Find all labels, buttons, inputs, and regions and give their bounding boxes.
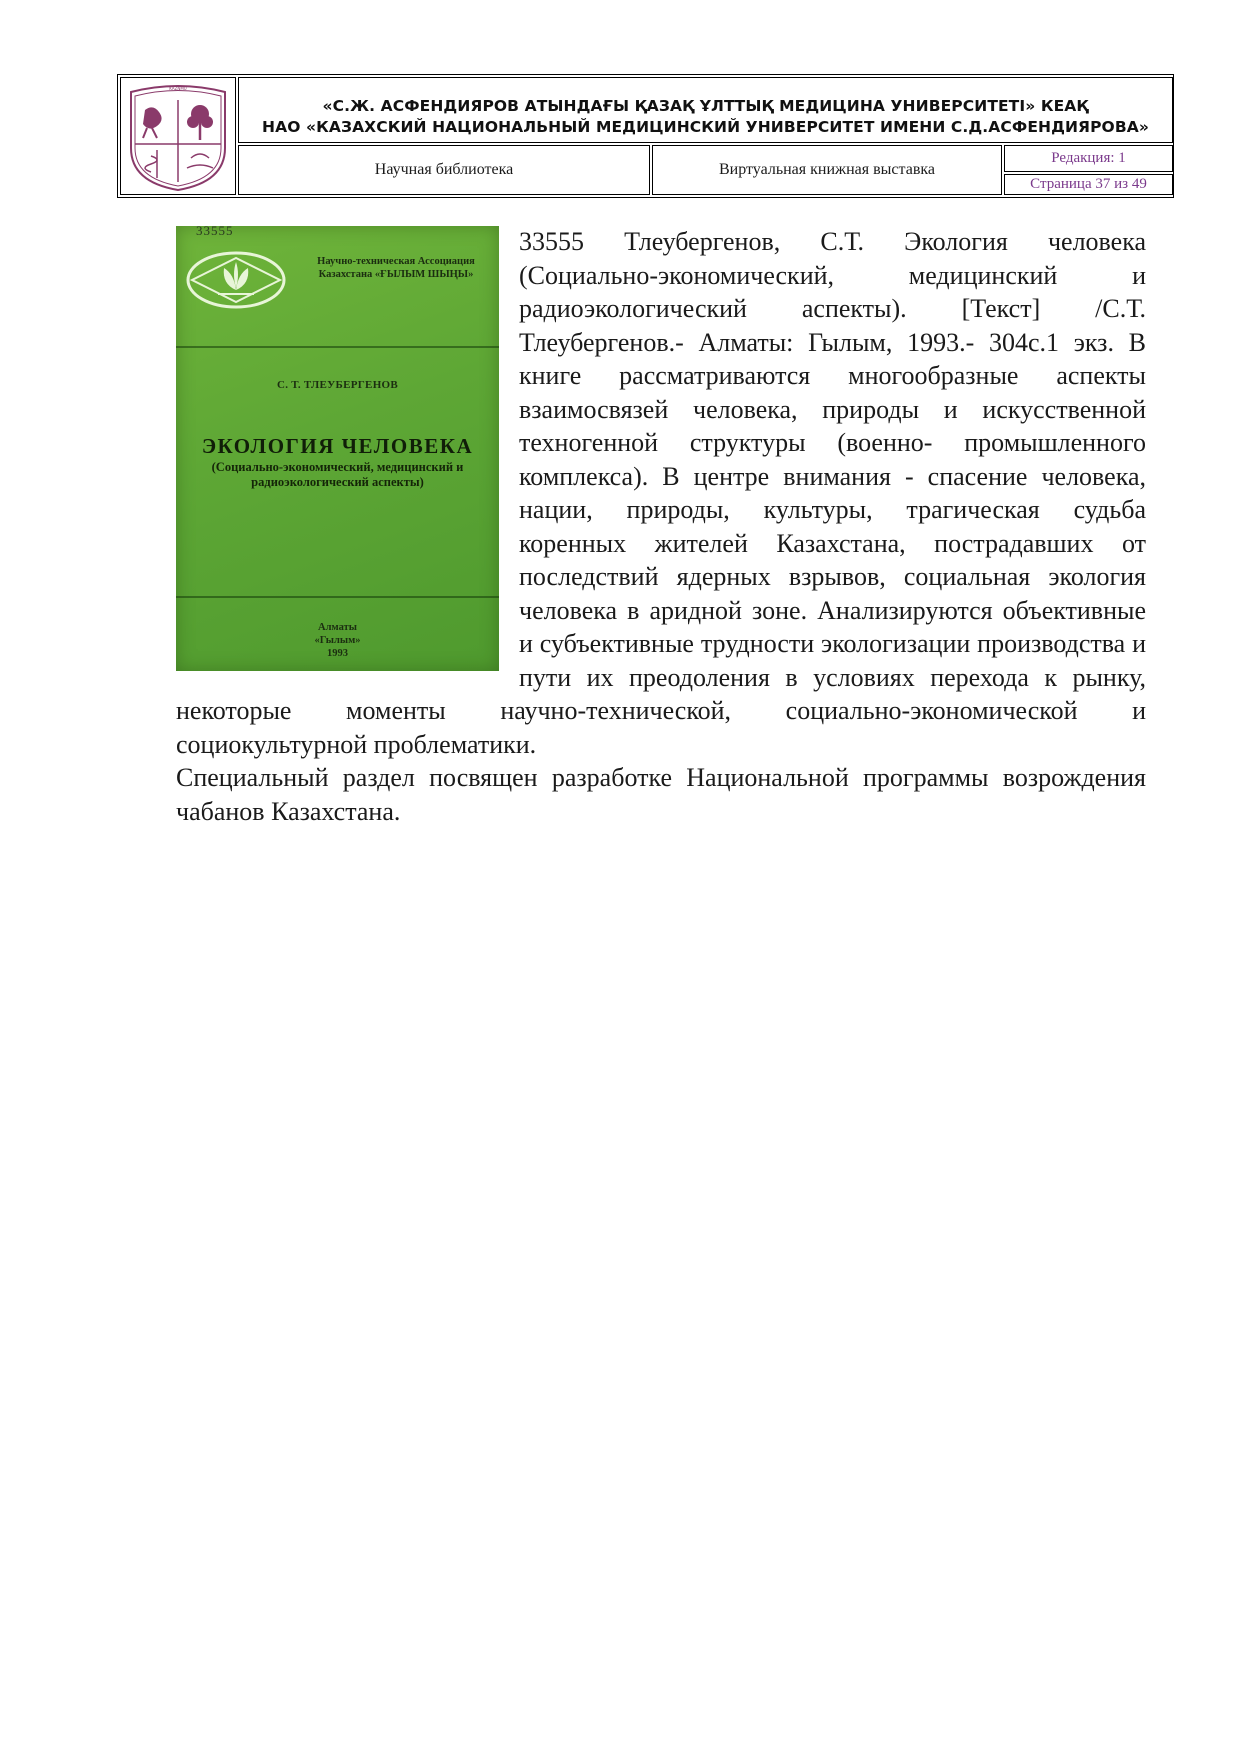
cover-inventory-number: 33555 [196, 226, 234, 238]
book-special-section: Специальный раздел посвящен разработке Национальной программы возрождения чабанов Казахстана. [176, 763, 1146, 826]
cover-association: Научно-техническая Ассоциация Казахстана «ҒЫЛЫМ ШЫҢЫ» [317, 256, 475, 280]
book-entry [176, 225, 1146, 828]
cover-float-spacer [176, 225, 519, 678]
title-kazakh: «С.Ж. АСФЕНДИЯРОВ АТЫНДАҒЫ ҚАЗАҚ ҰЛТТЫҚ МЕДИЦИНА УНИВЕРСИТЕТІ» КЕАҚ [322, 97, 1089, 115]
cover-subtitle: (Социально-экономический, медицинский и радиоэкологический аспекты) [211, 460, 464, 489]
title-russian: НАО «КАЗАХСКИЙ НАЦИОНАЛЬНЫЙ МЕДИЦИНСКИЙ УНИВЕРСИТЕТ ИМЕНИ С.Д.АСФЕНДИЯРОВА» [262, 118, 1149, 136]
document-header [117, 74, 1174, 198]
cover-publisher: «Гылым» [314, 635, 361, 646]
cover-title: ЭКОЛОГИЯ ЧЕЛОВЕКА [201, 434, 474, 458]
library-label: Научная библиотека [238, 145, 650, 195]
cover-city: Алматы [318, 622, 357, 633]
book-description: 33555 Тлеубергенов, С.Т. Экология человека (Социально-экономический, медицинский и радиоэкологический аспекты). [Текст] /С.Т. Тлеубергенов.- Алматы: Гылым, 1993.- 304с.1 экз. В книге рассматриваются многообразные аспекты взаимосвязей человека, природы и искусственной техногенной структуры (военно- промышленного комплекса). В центре внимания - спасение человека, нации, природы, культуры, трагическая судьба коренных жителей Казахстана, пострадавших от последствий ядерных взрывов, социальная экология человека в аридной зоне. Анализируются объективные и субъективные трудности экологизации производства и пути их преодоления в условиях перехода к рынку, некоторые моменты научно-технической, социально-экономической и социокультурной проблематики. [176, 227, 1146, 759]
logo-cell [120, 77, 236, 195]
exhibition-label: Виртуальная книжная выставка [652, 145, 1002, 195]
edition-label: Редакция: 1 [1004, 145, 1173, 172]
page-number: Страница 37 из 49 [1004, 174, 1173, 195]
cover-author: С. Т. ТЛЕУБЕРГЕНОВ [276, 379, 399, 391]
svg-text:KAZNMU: KAZNMU [169, 86, 187, 91]
cover-year: 1993 [327, 648, 348, 659]
university-seal-icon [121, 78, 235, 194]
header-title-cell [238, 77, 1173, 143]
